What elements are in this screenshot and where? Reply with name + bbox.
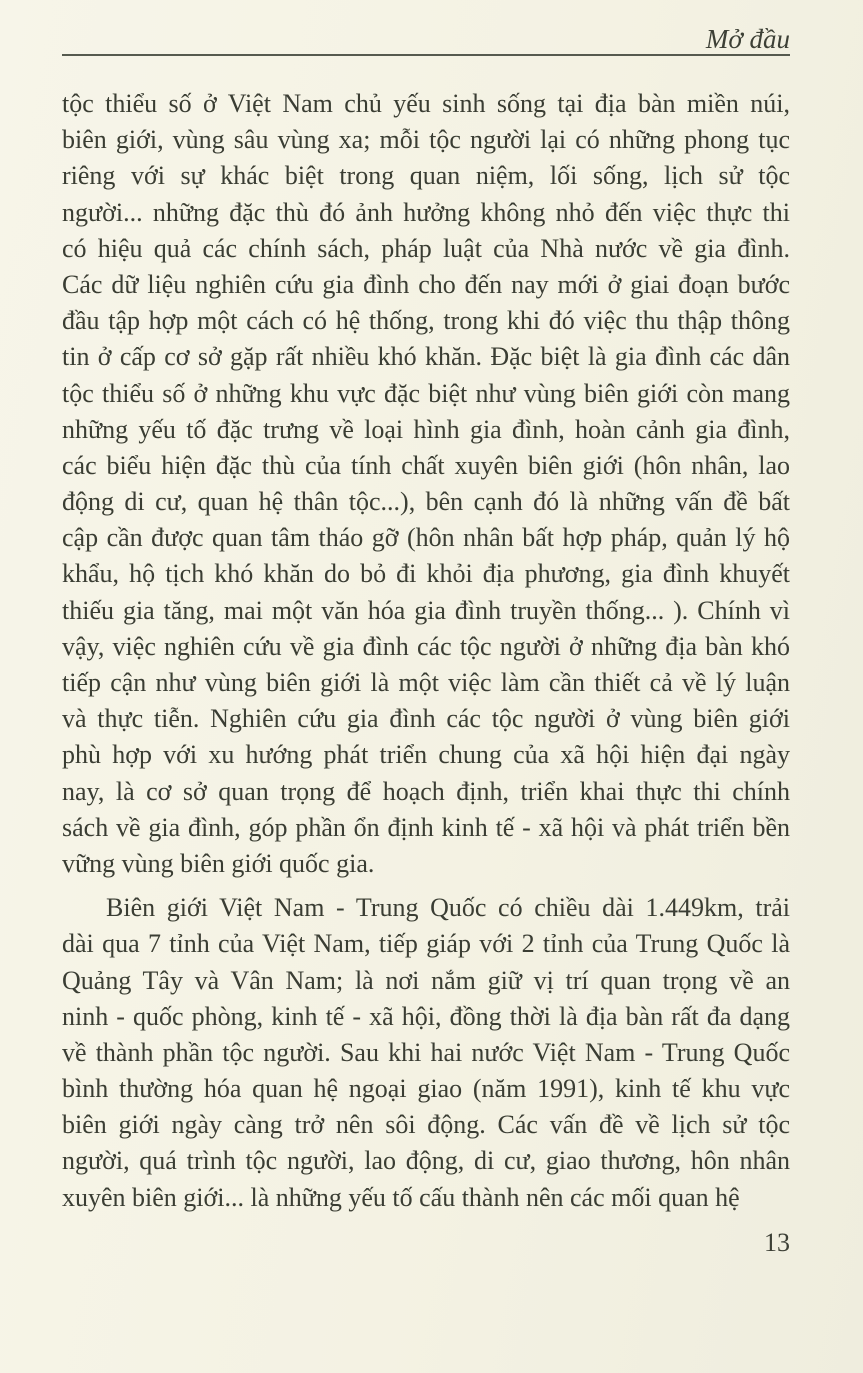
- text-line: khẩu, hộ tịch khó khăn do bỏ đi khỏi địa phương, gia đình khuyết: [62, 559, 790, 589]
- text-line: biên giới, vùng sâu vùng xa; mỗi tộc người lại có những phong tục: [62, 125, 790, 155]
- text-line: dài qua 7 tỉnh của Việt Nam, tiếp giáp với 2 tỉnh của Trung Quốc là: [62, 929, 790, 959]
- text-line: vậy, việc nghiên cứu về gia đình các tộc người ở những địa bàn khó: [62, 631, 790, 661]
- text-line: phù hợp với xu hướng phát triển chung của xã hội hiện đại ngày: [62, 740, 790, 770]
- text-line: và thực tiễn. Nghiên cứu gia đình các tộc người ở vùng biên giới: [62, 704, 790, 734]
- text-line: bình thường hóa quan hệ ngoại giao (năm 1991), kinh tế khu vực: [62, 1074, 790, 1104]
- text-line: thiếu gia tăng, mai một văn hóa gia đình truyền thống... ). Chính vì: [62, 595, 790, 625]
- running-title: Mở đầu: [705, 24, 790, 54]
- text-line: những yếu tố đặc trưng về loại hình gia đình, hoàn cảnh gia đình,: [62, 414, 790, 444]
- text-line: tin ở cấp cơ sở gặp rất nhiều khó khăn. Đặc biệt là gia đình các dân: [62, 342, 790, 372]
- text-line: Biên giới Việt Nam - Trung Quốc có chiều dài 1.449km, trải: [106, 893, 790, 923]
- paragraph: [62, 890, 790, 1216]
- page-body-text: [62, 86, 790, 1216]
- text-line: xuyên biên giới... là những yếu tố cấu thành nên các mối quan hệ: [62, 1182, 740, 1212]
- running-header: [62, 26, 790, 53]
- text-line: người... những đặc thù đó ảnh hưởng không nhỏ đến việc thực thi: [62, 197, 790, 227]
- text-line: sách về gia đình, góp phần ổn định kinh tế - xã hội và phát triển bền: [62, 812, 790, 842]
- text-line: đầu tập hợp một cách có hệ thống, trong khi đó việc thu thập thông: [62, 306, 790, 336]
- text-line: biên giới ngày càng trở nên sôi động. Các vấn đề về lịch sử tộc: [62, 1110, 790, 1140]
- text-line: vững vùng biên giới quốc gia.: [62, 848, 375, 878]
- text-line: nay, là cơ sở quan trọng để hoạch định, triển khai thực thi chính: [62, 776, 790, 806]
- text-line: có hiệu quả các chính sách, pháp luật của Nhà nước về gia đình.: [62, 233, 790, 263]
- text-line: tộc thiểu số ở những khu vực đặc biệt như vùng biên giới còn mang: [62, 378, 790, 408]
- text-line: Quảng Tây và Vân Nam; là nơi nắm giữ vị trí quan trọng về an: [62, 965, 790, 995]
- page-number: 13: [764, 1228, 790, 1257]
- text-line: về thành phần tộc người. Sau khi hai nước Việt Nam - Trung Quốc: [62, 1037, 790, 1067]
- text-line: riêng với sự khác biệt trong quan niệm, lối sống, lịch sử tộc: [62, 161, 790, 191]
- text-line: các biểu hiện đặc thù của tính chất xuyên biên giới (hôn nhân, lao: [62, 450, 790, 480]
- text-line: ninh - quốc phòng, kinh tế - xã hội, đồng thời là địa bàn rất đa dạng: [62, 1001, 790, 1031]
- text-line: tộc thiểu số ở Việt Nam chủ yếu sinh sống tại địa bàn miền núi,: [62, 89, 790, 118]
- text-line: người, quá trình tộc người, lao động, di cư, giao thương, hôn nhân: [62, 1146, 790, 1176]
- header-rule: [62, 54, 790, 56]
- text-line: Các dữ liệu nghiên cứu gia đình cho đến nay mới ở giai đoạn bước: [62, 269, 790, 299]
- text-line: động di cư, quan hệ thân tộc...), bên cạnh đó là những vấn đề bất: [62, 487, 790, 517]
- paragraph: [62, 86, 790, 882]
- text-line: tiếp cận như vùng biên giới là một việc làm cần thiết cả về lý luận: [62, 668, 790, 697]
- text-line: cập cần được quan tâm tháo gỡ (hôn nhân bất hợp pháp, quản lý hộ: [62, 523, 790, 553]
